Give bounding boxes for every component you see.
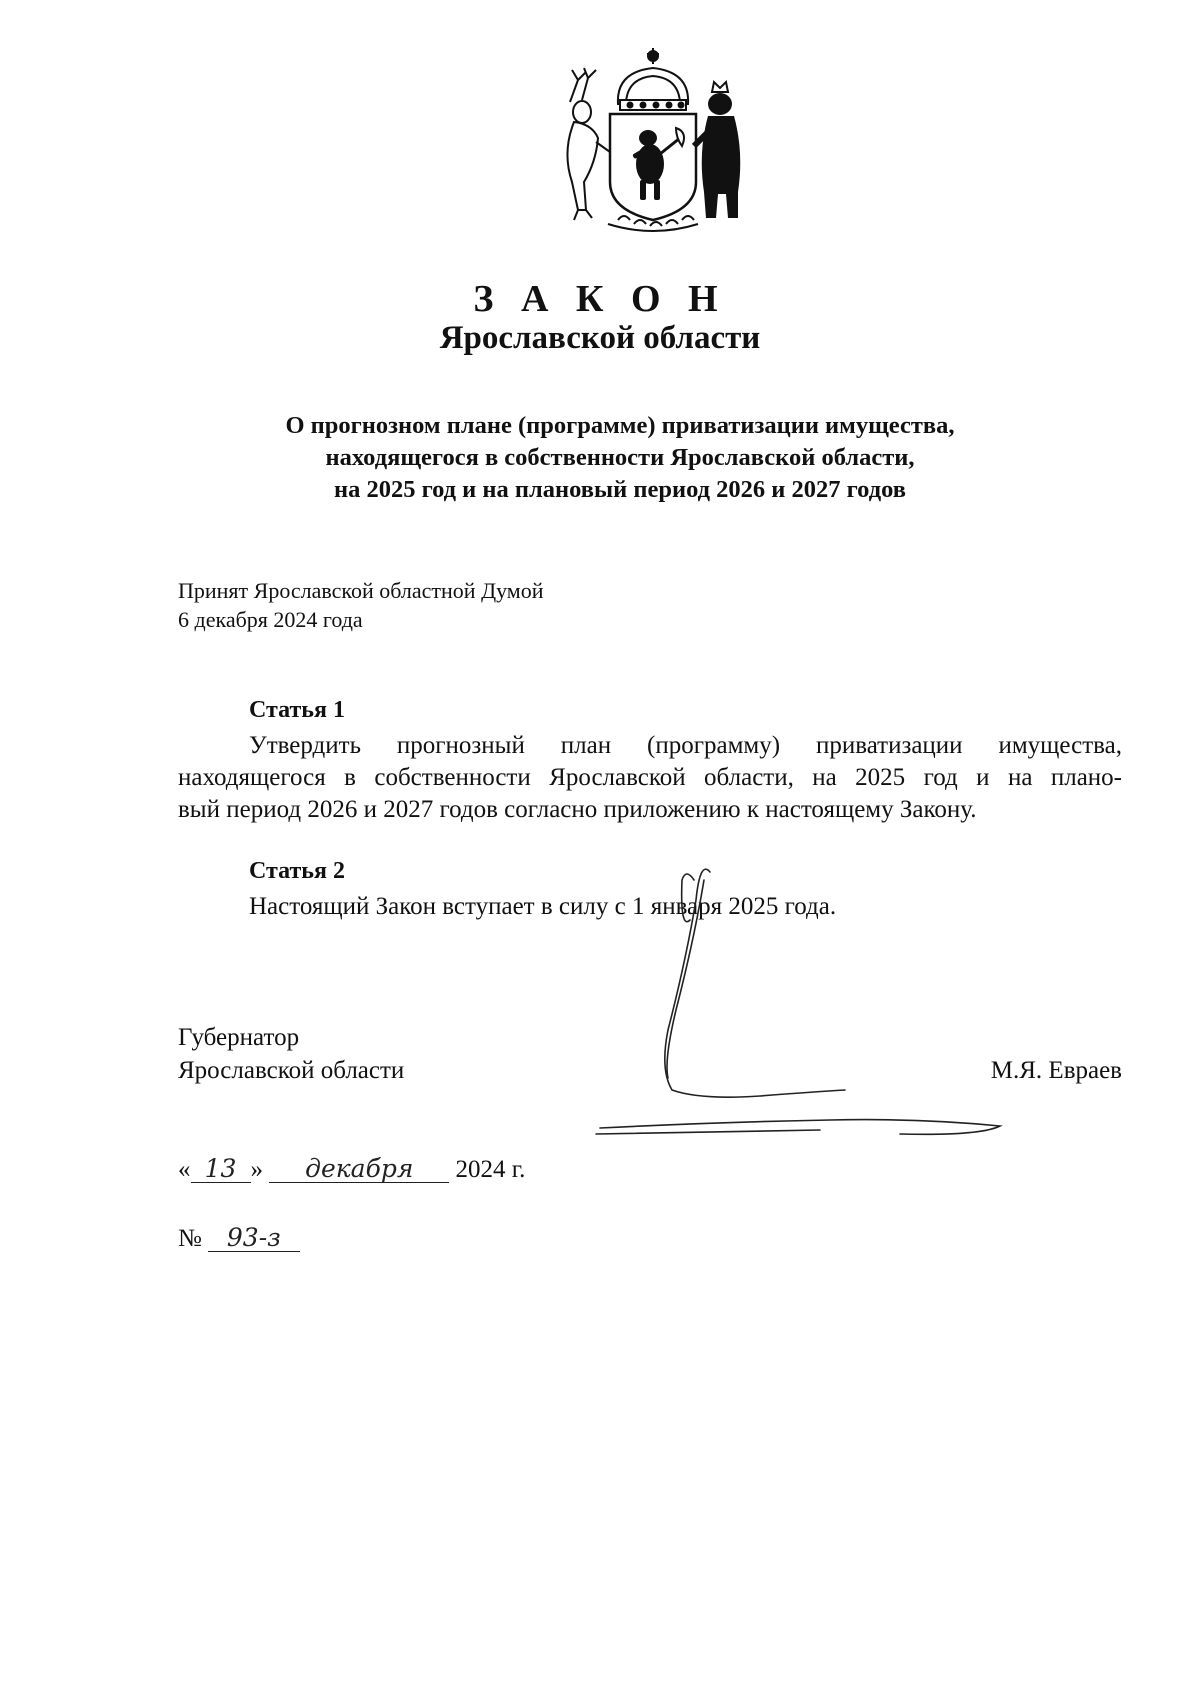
adoption-date: 6 декабря 2024 года: [178, 607, 363, 632]
handwritten-month: декабря: [269, 1156, 449, 1183]
subject-line: находящегося в собственности Ярославской области,: [325, 444, 915, 471]
subject-line: на 2025 год и на плановый период 2026 и 2027 годов: [333, 476, 906, 503]
bear-supporter-icon: [694, 93, 740, 218]
document-type-title: З А К О Н: [473, 278, 727, 320]
handwritten-day: 13: [191, 1156, 251, 1183]
position-line: Ярославской области: [178, 1057, 405, 1084]
position-line: Губернатор: [178, 1024, 300, 1051]
quote-close: »: [250, 1156, 263, 1183]
adoption-note: [178, 576, 544, 634]
article-line: находящегося в собственности Ярославской области, на 2025 год и на плано-: [178, 764, 1122, 791]
article-line: вый период 2026 и 2027 годов согласно приложению к настоящему Закону.: [178, 796, 977, 823]
quote-open: «: [178, 1156, 191, 1183]
law-number: [178, 1222, 300, 1255]
number-sign: №: [178, 1225, 202, 1252]
article-1-text: [178, 730, 1122, 826]
handwritten-number: 93-з: [208, 1225, 300, 1252]
subject-line: О прогнозном плане (программе) приватизации имущества,: [285, 412, 955, 439]
crown-icon: [618, 48, 688, 110]
deer-icon: [567, 68, 610, 220]
article-line: Утвердить прогнозный план (программу) приватизации имущества,: [249, 732, 1122, 759]
region-subtitle: Ярославской области: [439, 320, 761, 356]
signatory-name: М.Я. Евраев: [990, 1057, 1122, 1084]
signatory-position: [178, 1021, 404, 1087]
law-subject: [200, 410, 1040, 506]
article-2-heading: Статья 2: [249, 858, 345, 884]
article-2-text: Настоящий Закон вступает в силу с 1 января 2025 года.: [249, 893, 837, 920]
signing-date: [178, 1153, 525, 1186]
signing-year: 2024 г.: [455, 1156, 526, 1183]
article-1-heading: Статья 1: [249, 697, 345, 723]
coat-of-arms-icon: [548, 42, 758, 238]
adoption-line: Принят Ярославской областной Думой: [178, 578, 544, 603]
